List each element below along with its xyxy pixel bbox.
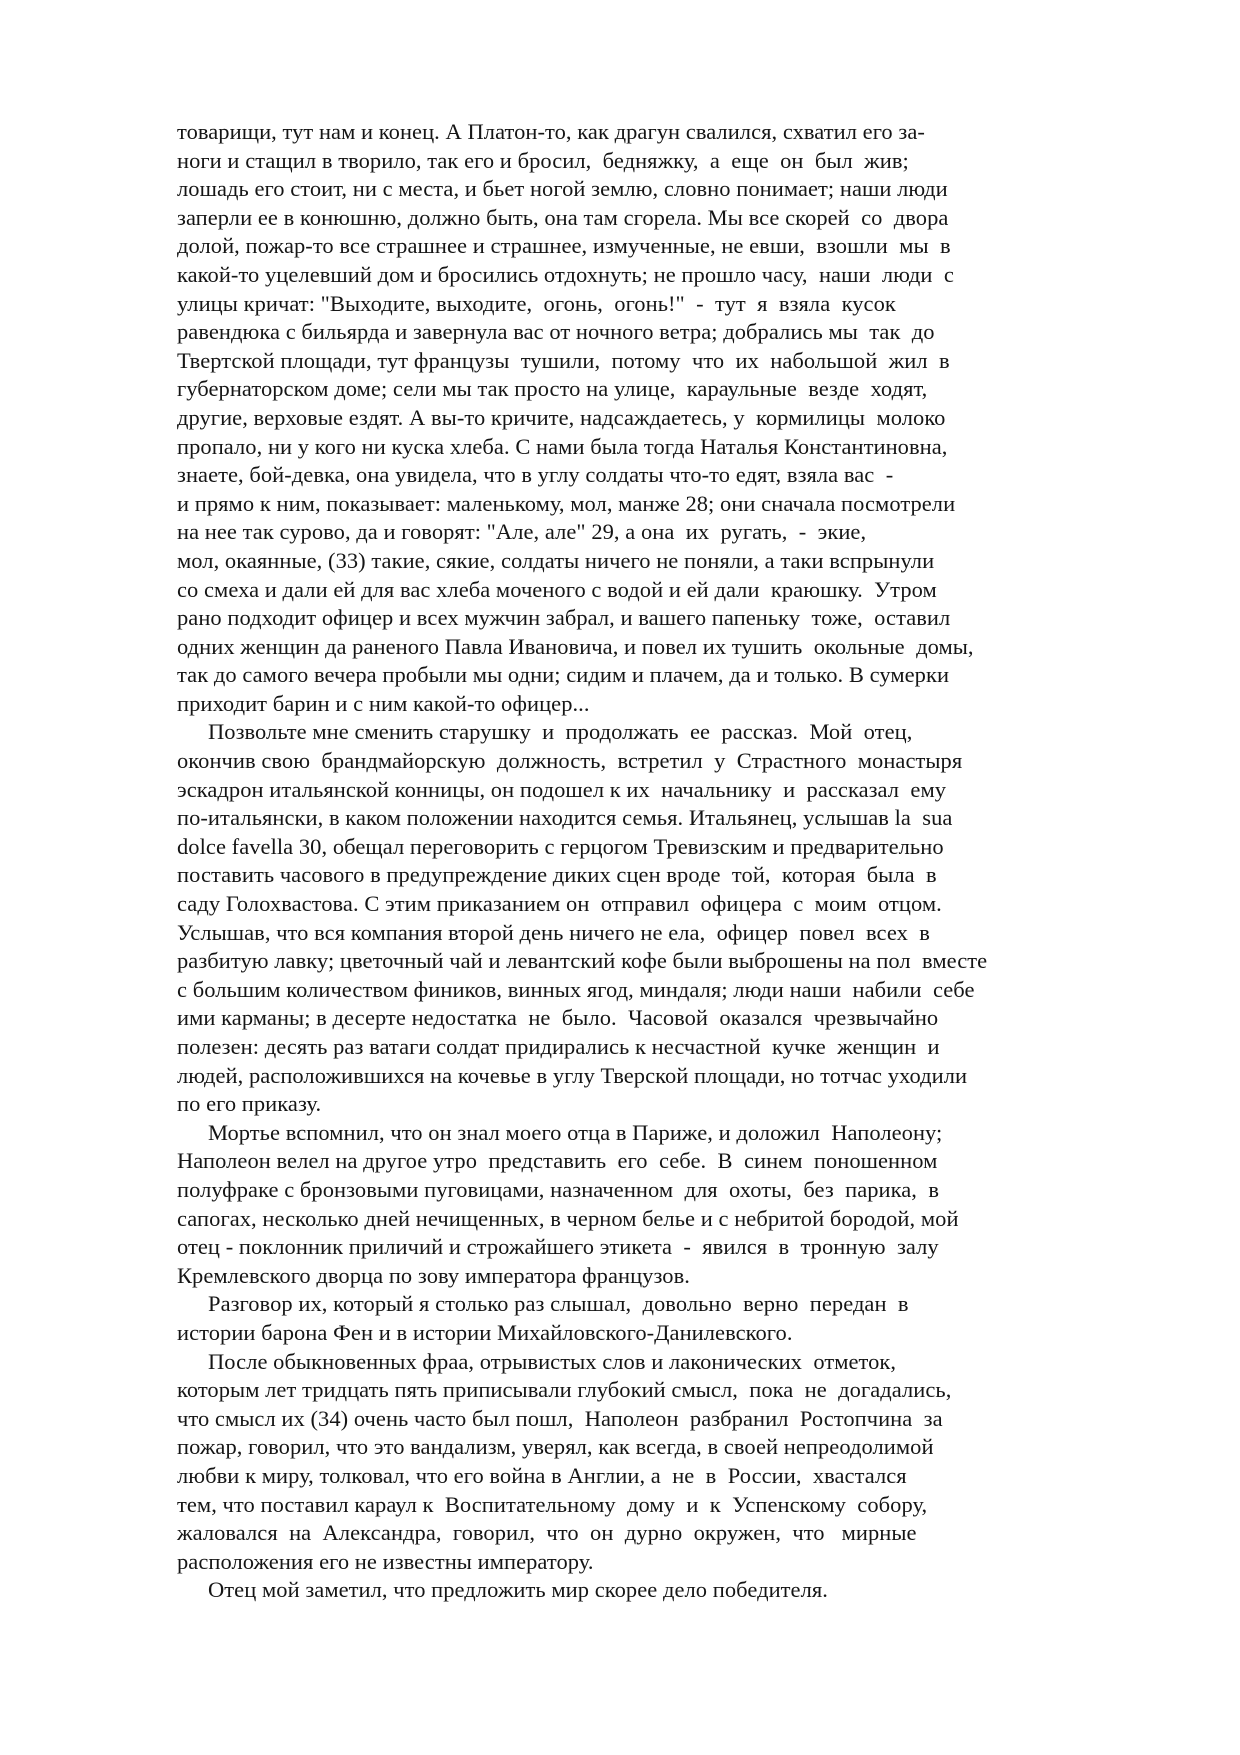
text-line: улицы кричат: "Выходите, выходите, огонь, огонь!" - тут я взяла кусок xyxy=(177,290,896,316)
text-line: знаете, бой-девка, она увидела, что в углу солдаты что-то едят, взяла вас - xyxy=(177,462,894,488)
text-line: После обыкновенных фраа, отрывистых слов и лаконических отметок, xyxy=(208,1348,897,1374)
paragraph-6 xyxy=(177,1576,1077,1605)
text-line: полезен: десять раз ватаги солдат придирались к несчастной кучке женщин и xyxy=(177,1034,940,1059)
text-line: полуфраке с бронзовыми пуговицами, назначенном для охоты, без парика, в xyxy=(177,1176,940,1202)
text-line: окончив свою брандмайорскую должность, встретил у Страстного монастыря xyxy=(177,748,963,774)
text-line: другие, верховые ездят. А вы-то кричите, надсаждаетесь, у кормилицы молоко xyxy=(177,404,946,430)
text-line: расположения его не известны императору. xyxy=(177,1548,594,1574)
text-line: Отец мой заметил, что предложить мир скорее дело победителя. xyxy=(208,1577,828,1603)
paragraph-3 xyxy=(177,1119,1077,1291)
paragraph-5 xyxy=(177,1348,1077,1577)
text-line: что смысл их (34) очень часто был пошл, Наполеон разбранил Ростопчина за xyxy=(177,1405,943,1431)
text-line: пропало, ни у кого ни куска хлеба. С нами была тогда Наталья Константиновна, xyxy=(177,433,948,459)
text-line: Наполеон велел на другое утро представить его себе. В синем поношенном xyxy=(177,1148,938,1174)
text-line: товарищи, тут нам и конец. А Платон-то, как драгун свалился, схватил его за- xyxy=(177,119,925,144)
text-line: приходит барин и с ним какой-то офицер... xyxy=(177,690,590,716)
text-line: лошадь его стоит, ни с места, и бьет ногой землю, словно понимает; наши люди xyxy=(177,176,948,202)
body-text xyxy=(177,118,1077,1605)
text-line: саду Голохвастова. С этим приказанием он отправил офицера с моим отцом. xyxy=(177,891,942,917)
text-line: ими карманы; в десерте недостатка не было. Часовой оказался чрезвычайно xyxy=(177,1005,939,1031)
text-line: которым лет тридцать пять приписывали глубокий смысл, пока не догадались, xyxy=(177,1377,952,1403)
text-line: сапогах, несколько дней нечищенных, в черном белье и с небритой бородой, мой xyxy=(177,1205,959,1231)
text-line: какой-то уцелевший дом и бросились отдохнуть; не прошло часу, наши люди с xyxy=(177,261,954,287)
text-line: Кремлевского дворца по зову императора французов. xyxy=(177,1262,690,1288)
text-line: рано подходит офицер и всех мужчин забрал, и вашего папеньку тоже, оставил xyxy=(177,605,951,631)
text-line: Позвольте мне сменить старушку и продолжать ее рассказ. Мой отец, xyxy=(208,719,913,745)
text-line: разбитую лавку; цветочный чай и левантский кофе были выброшены на пол вместе xyxy=(177,948,988,974)
text-line: заперли ее в конюшню, должно быть, она там сгорела. Мы все скорей со двора xyxy=(177,204,949,230)
text-line: с большим количеством фиников, винных ягод, миндаля; люди наши набили себе xyxy=(177,976,975,1002)
text-line: ноги и стащил в творило, так его и бросил, бедняжку, а еще он был жив; xyxy=(177,147,909,173)
text-line: одних женщин да раненого Павла Ивановича, и повел их тушить окольные домы, xyxy=(177,633,974,659)
text-line: на нее так сурово, да и говорят: "Але, але" 29, а она их ругать, - экие, xyxy=(177,519,867,545)
text-line: Мортье вспомнил, что он знал моего отца в Париже, и доложил Наполеону; xyxy=(208,1119,943,1145)
text-line: Разговор их, который я столько раз слышал, довольно верно передан в xyxy=(208,1291,909,1317)
paragraph-2 xyxy=(177,718,1077,1118)
text-line: жаловался на Александра, говорил, что он дурно окружен, что мирные xyxy=(177,1520,917,1546)
text-line: отец - поклонник приличий и строжайшего этикета - явился в тронную залу xyxy=(177,1234,939,1260)
paragraph-4 xyxy=(177,1290,1077,1347)
text-line: истории барона Фен и в истории Михайловского-Данилевского. xyxy=(177,1319,793,1345)
text-line: dolce favella 30, обещал переговорить с герцогом Тревизским и предварительно xyxy=(177,833,944,859)
text-line: поставить часового в предупреждение диких сцен вроде той, которая была в xyxy=(177,862,937,888)
text-line: пожар, говорил, что это вандализм, уверял, как всегда, в своей непреодолимой xyxy=(177,1434,934,1460)
text-line: губернаторском доме; сели мы так просто на улице, караульные везде ходят, xyxy=(177,376,928,402)
paragraph-1 xyxy=(177,118,1077,718)
text-line: людей, расположившихся на кочевье в углу Тверской площади, но тотчас уходили xyxy=(177,1062,968,1088)
text-line: тем, что поставил караул к Воспитательному дому и к Успенскому собору, xyxy=(177,1491,928,1517)
text-line: со смеха и дали ей для вас хлеба моченого с водой и ей дали краюшку. Утром xyxy=(177,576,937,602)
text-line: так до самого вечера пробыли мы одни; сидим и плачем, да и только. В сумерки xyxy=(177,662,950,688)
text-line: по-итальянски, в каком положении находится семья. Итальянец, услышав la sua xyxy=(177,805,953,831)
text-line: Услышав, что вся компания второй день ничего не ела, офицер повел всех в xyxy=(177,919,930,945)
text-line: любви к миру, толковал, что его война в Англии, а не в России, хвастался xyxy=(177,1462,907,1488)
text-line: и прямо к ним, показывает: маленькому, мол, манже 28; они сначала посмотрели xyxy=(177,490,956,516)
text-line: мол, окаянные, (33) такие, сякие, солдаты ничего не поняли, а таки вспрынули xyxy=(177,547,935,573)
text-line: эскадрон итальянской конницы, он подошел к их начальнику и рассказал ему xyxy=(177,776,947,802)
text-line: долой, пожар-то все страшнее и страшнее, измученные, не евши, взошли мы в xyxy=(177,233,951,259)
text-line: равендюка с бильярда и завернула вас от ночного ветра; добрались мы так до xyxy=(177,319,935,345)
text-line: по его приказу. xyxy=(177,1091,322,1117)
text-line: Твертской площади, тут французы тушили, потому что их набольшой жил в xyxy=(177,347,950,373)
